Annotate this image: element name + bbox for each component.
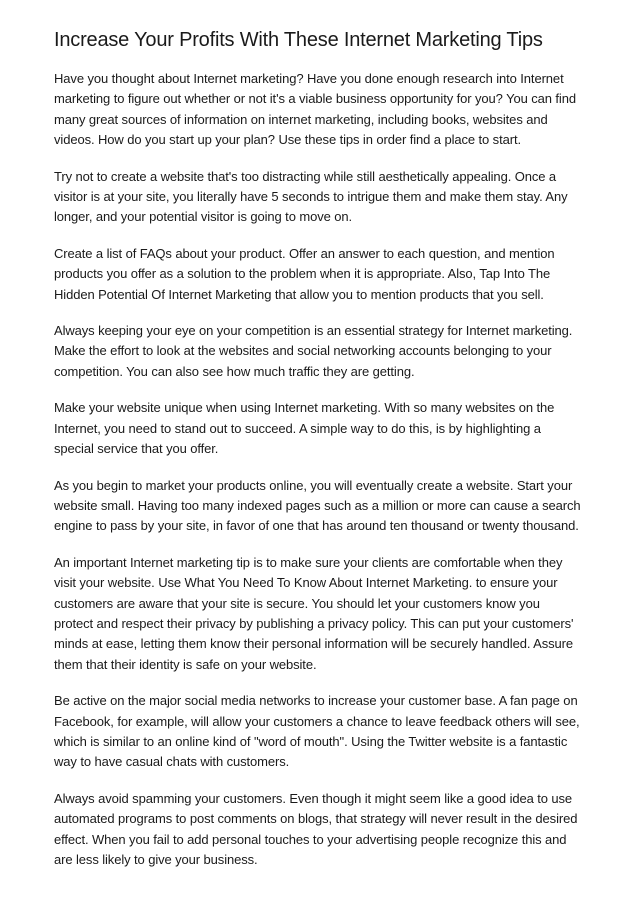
paragraph: Always keeping your eye on your competition is an essential strategy for Internet marketing. Make the effort to look at the websites and social networking accounts belonging to your competition. You can also see how much traffic they are getting. (54, 323, 573, 379)
page-title: Increase Your Profits With These Internet Marketing Tips (54, 29, 543, 51)
paragraph: Make your website unique when using Internet marketing. With so many websites on the Internet, you need to stand out to succeed. A simple way to do this, is by highlighting a special service that you offer. (54, 400, 555, 457)
paragraph: Create a list of FAQs about your product. Offer an answer to each question, and mention products you offer as a solution to the problem when it is appropriate. Also, Tap Into The Hidden Potential Of Internet Marketing that allow you to mention products that you sell. (54, 245, 555, 302)
paragraph: As you begin to market your products online, you will eventually create a website. Start your website small. Having too many indexed pages such as a million or more can cause a search engine to pass by your site, in favor of one that has around ten thousand or twenty thousand. (54, 477, 581, 534)
paragraph: Try not to create a website that's too distracting while still aesthetically appealing. Once a visitor is at your site, you literally have 5 seconds to intrigue them and make them stay. Any longer, and your potential visitor is going to move on. (54, 168, 568, 225)
paragraph: Be active on the major social media networks to increase your customer base. A fan page on Facebook, for example, will allow your customers a chance to leave feedback others will see, which is similar to an online kind of "word of mouth". Using the Twitter website is a fantastic way to have casual chats with customers. (54, 693, 580, 770)
paragraph: Have you thought about Internet marketing? Have you done enough research into Internet marketing to figure out whether or not it's a viable business opportunity for you? You can find many great sources of information on internet marketing, including books, websites and videos. How do you start up your plan? Use these tips in order find a place to start. (54, 71, 576, 148)
paragraph: An important Internet marketing tip is to make sure your clients are comfortable when they visit your website. Use What You Need To Know About Internet Marketing. to ensure your customers are aware that your site is secure. You should let your customers know you protect and respect their privacy by publishing a privacy policy. This can put your customers' minds at ease, letting them know their personal information will be securely handled. Assure them that their identity is safe on your website. (54, 554, 574, 672)
paragraph: Always avoid spamming your customers. Even though it might seem like a good idea to use automated programs to post comments on blogs, that strategy will never result in the desired effect. When you fail to add personal touches to your advertising people recognize this and are less likely to give your business. (54, 790, 578, 867)
